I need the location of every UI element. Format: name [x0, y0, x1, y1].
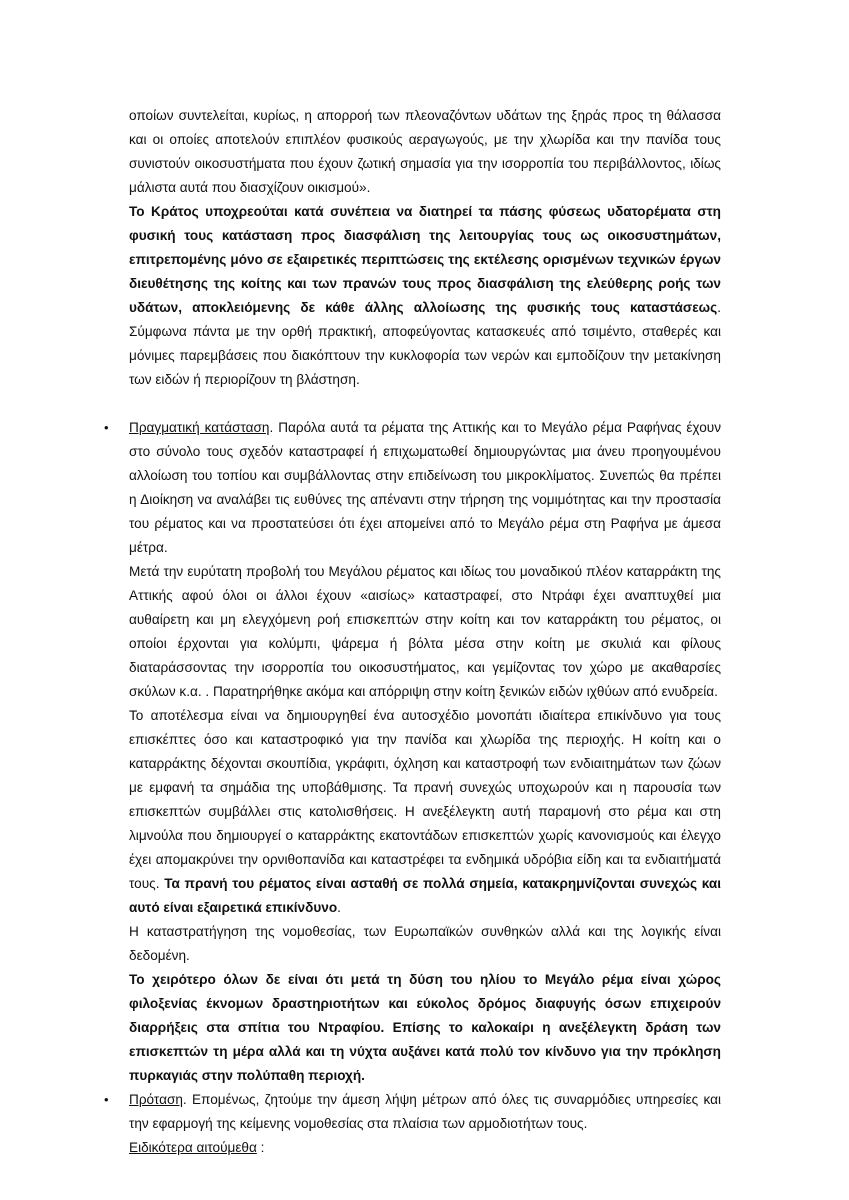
document-body [104, 104, 721, 1160]
paragraph-proposal: Πρόταση. Επομένως, ζητούμε την άμεση λήψη μέτρων από όλες τις συναρμόδιες υπηρεσίες και την εφαρμογή της κείμενης νομοθεσίας στα πλαίσια των αρμοδιοτήτων τους. [129, 1092, 721, 1131]
paragraph-request-heading: Ειδικότερα αιτούμεθα : [129, 1140, 265, 1155]
bold-text: Το χειρότερο όλων δε είναι ότι μετά τη δύση του ηλίου το Μεγάλο ρέμα είναι χώρος φιλοξενίας έκνομων δραστηριοτήτων και εύκολος δρόμος διαφυγής όσων επιχειρούν διαρρήξεις στα σπίτια του Ντραφίου. Επίσης το καλοκαίρι η ανεξέλεγκτη δράση των επισκεπτών τη μέρα αλλά και τη νύχτα αυξάνει κατά πολύ τον κίνδυνο για την πρόκληση πυρκαγιάς στην πολύπαθη περιοχή. [129, 972, 721, 1083]
section-actual-situation [104, 416, 721, 1088]
section-heading: Πραγματική κατάσταση [129, 420, 270, 435]
paragraph-state-obligation: Το Κράτος υποχρεούται κατά συνέπεια να διατηρεί τα πάσης φύσεως υδατορέματα στη φυσική τους κατάσταση προς διασφάλιση της λειτουργίας τους ως οικοσυστημάτων, επιτρεπομένης μόνο σε εξαιρετικές περιπτώσεις της εκτέλεσης ορισμένων τεχνικών έργων διευθέτησης της κοίτης και των πρανών τους προς διασφάλιση της ελεύθερης ροής των υδάτων, αποκλειόμενης δε κάθε άλλης αλλοίωσης της φυσικής τους καταστάσεως. Σύμφωνα πάντα με την ορθή πρακτική, αποφεύγοντας κατασκευές από τσιμέντο, σταθερές και μόνιμες παρεμβάσεις που διακόπτουν την κυκλοφορία των νερών και εμποδίζουν την μετακίνηση των ειδών ή περιορίζουν τη βλάστηση. [129, 204, 721, 387]
paragraph-situation-3: Το αποτέλεσμα είναι να δημιουργηθεί ένα αυτοσχέδιο μονοπάτι ιδιαίτερα επικίνδυνο για τους επισκέπτες όσο και καταστροφικό για την πανίδα και χλωρίδα της περιοχής. Η κοίτη και ο καταρράκτης δέχονται σκουπίδια, γκράφιτι, όχληση και καταστροφή των ενδιαιτημάτων των ζώων με εμφανή τα σημάδια της υποβάθμισης. Τα πρανή συνεχώς υποχωρούν και η παρουσία των επισκεπτών συμβάλλει στις κατολισθήσεις. Η ανεξέλεγκτη αυτή παραμονή στο ρέμα και στη λιμνούλα που δημιουργεί ο καταρράκτης εκατοντάδων επισκεπτών χωρίς κανονισμούς και έλεγχο έχει απομακρύνει την ορνιθοπανίδα και καταστρέφει τα ενδημικά υδρόβια είδη και τα ενδιαιτήματά τους. Τα πρανή του ρέματος είναι ασταθή σε πολλά σημεία, κατακρημνίζονται συνεχώς και αυτό είναι εξαιρετικά επικίνδυνο. [129, 708, 721, 915]
bold-text: Το Κράτος υποχρεούται κατά συνέπεια να διατηρεί τα πάσης φύσεως υδατορέματα στη φυσική τους κατάσταση προς διασφάλιση της λειτουργίας τους ως οικοσυστημάτων, επιτρεπομένης μόνο σε εξαιρετικές περιπτώσεις της εκτέλεσης ορισμένων τεχνικών έργων διευθέτησης της κοίτης και των πρανών τους προς διασφάλιση της ελεύθερης ροής των υδάτων, αποκλειόμενης δε κάθε άλλης αλλοίωσης της φυσικής τους καταστάσεως [129, 204, 721, 315]
bold-text: Τα πρανή του ρέματος είναι ασταθή σε πολλά σημεία, κατακρημνίζονται συνεχώς και αυτό είναι εξαιρετικά επικίνδυνο [129, 876, 721, 915]
section-heading: Πρόταση [129, 1092, 183, 1107]
paragraph-situation-1: Πραγματική κατάσταση. Παρόλα αυτά τα ρέματα της Αττικής και το Μεγάλο ρέμα Ραφήνας έχουν στο σύνολο τους σχεδόν καταστραφεί ή επιχωματωθεί δημιουργώντας μια άνευ προηγουμένου αλλοίωση του τοπίου και συμβάλλοντας στην επιδείνωση του μικροκλίματος. Συνεπώς θα πρέπει η Διοίκηση να αναλάβει τις ευθύνες της απέναντι στην τήρηση της νομιμότητας και την προστασία του ρέματος και να προστατεύσει ότι έχει απομείνει από το Μεγάλο ρέμα στη Ραφήνα με άμεσα μέτρα. [129, 420, 721, 555]
paragraph-intro: οποίων συντελείται, κυρίως, η απορροή των πλεοναζόντων υδάτων της ξηράς προς τη θάλασσα και οι οποίες αποτελούν επιπλέον φυσικούς αεραγωγούς, με την χλωρίδα και την πανίδα τους συνιστούν οικοσυστήματα που έχουν ζωτική σημασία για την ισορροπία του περιβάλλοντος, ιδίως μάλιστα αυτά που διασχίζουν οικισμού». [129, 108, 721, 195]
paragraph-situation-2: Μετά την ευρύτατη προβολή του Μεγάλου ρέματος και ιδίως του μοναδικού πλέον καταρράκτη της Αττικής αφού όλοι οι άλλοι έχουν «αισίως» καταστραφεί, στο Ντράφι έχει αναπτυχθεί μια αυθαίρετη και μη ελεγχόμενη ροή επισκεπτών στην κοίτη και τον καταρράκτη του ρέματος, οι οποίοι έρχονται για κολύμπι, ψάρεμα ή βόλτα μέσα στην κοίτη με σκυλιά και φίλους διαταράσσοντας την ισορροπία του οικοσυστήματος, και γεμίζοντας τον χώρο με ακαθαρσίες σκύλων κ.α. . Παρατηρήθηκε ακόμα και απόρριψη στην κοίτη ξενικών ειδών ιχθύων από ενυδρεία. [129, 564, 721, 699]
subsection-heading: Ειδικότερα αιτούμεθα [129, 1140, 257, 1155]
bullet-icon: • [104, 1092, 109, 1107]
paragraph-situation-5 [129, 968, 721, 1088]
section-proposal [104, 1088, 721, 1160]
bullet-icon: • [104, 420, 109, 435]
paragraph-situation-4: Η καταστρατήγηση της νομοθεσίας, των Ευρωπαϊκών συνθηκών αλλά και της λογικής είναι δεδομένη. [129, 924, 721, 963]
